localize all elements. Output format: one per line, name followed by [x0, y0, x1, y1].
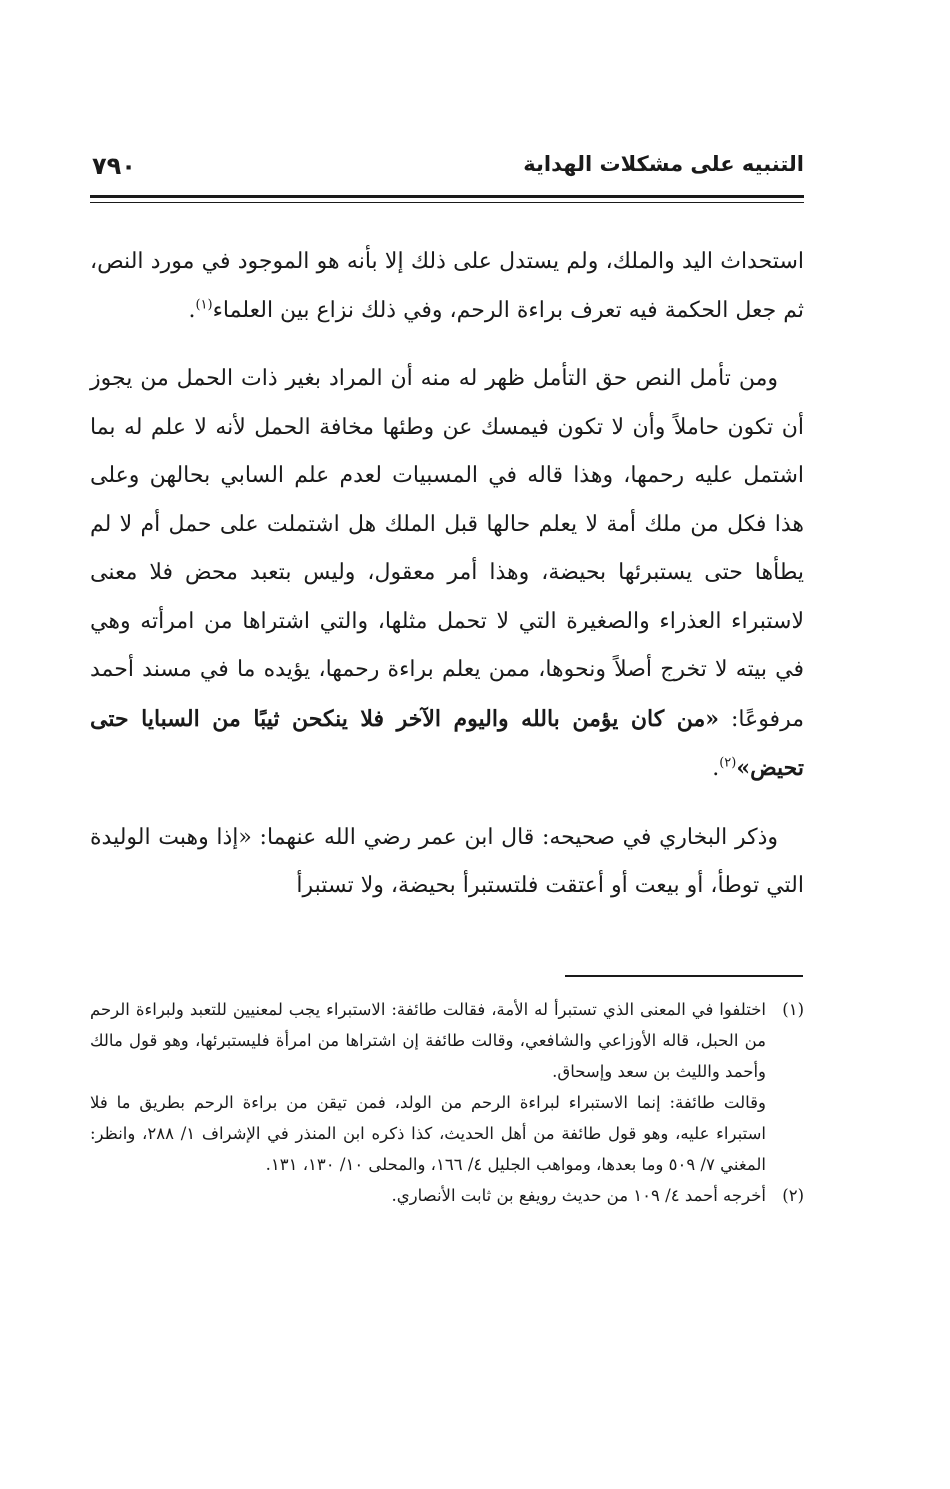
footnote-1 [90, 994, 804, 1180]
footnotes [90, 994, 804, 1211]
running-title: التنبيه على مشكلات الهداية [523, 152, 804, 176]
footnote-1-number: (١) [782, 1000, 804, 1019]
page-header [92, 152, 804, 188]
footnote-ref-2: (٢) [719, 755, 737, 771]
footnote-1-text: اختلفوا في المعنى الذي تستبرأ له الأمة، فقالت طائفة: الاستبراء يجب لمعنيين للتعبد ولبراءة الرحم من الحبل، قاله الأوزاعي والشافعي، وقالت طائفة إن اشتراها من امرأة فليستبرئها، وهو قول مالك وأحمد والليث بن سعد وإسحاق. [90, 1000, 766, 1081]
footnote-1-continuation: وقالت طائفة: إنما الاستبراء لبراءة الرحم من الولد، فمن تيقن من براءة الرحم بطريق ما فلا استبراء عليه، وهو قول طائفة من أهل الحديث، كذا ذكره ابن المنذر في الإشراف ١/ ٢٨٨، وانظر: المغني ٧/ ٥٠٩ وما بعدها، ومواهب الجليل ٤/ ١٦٦، والمحلى ١٠/ ١٣٠، ١٣١. [90, 1093, 766, 1174]
hadith-quote: «من كان يؤمن بالله واليوم الآخر فلا ينكحن ثيبًا من السبايا حتى تحيض» [90, 705, 804, 781]
paragraph-2-end: . [712, 756, 720, 781]
header-rule-thin [90, 202, 804, 203]
paragraph-2-text: ومن تأمل النص حق التأمل ظهر له منه أن المراد بغير ذات الحمل من يجوز أن تكون حاملاً وأن لا تكون فيمسك عن وطئها مخافة الحمل لأنه لا علم له بما اشتمل عليه رحمها، وهذا قاله في المسبيات لعدم علم السابي بحالهن وعلى هذا فكل من ملك أمة لا يعلم حالها قبل الملك هل اشتملت على حمل أم لا لم يطأها حتى يستبرئها بحيضة، وهذا أمر معقول، وليس بتعبد محض فلا معنى لاستبراء العذراء والصغيرة التي لا تحمل مثلها، والتي اشتراها من امرأته وهي في بيته لا تخرج أصلاً ونحوها، ممن يعلم براءة رحمها، يؤيده ما في مسند أحمد مرفوعًا: [90, 366, 804, 732]
footnote-2 [90, 1180, 804, 1211]
header-rule-thick [90, 195, 804, 198]
page-number: ٧٩٠ [92, 152, 136, 180]
footnote-2-number: (٢) [782, 1186, 804, 1205]
paragraph-1 [90, 238, 804, 335]
paragraph-1-end: . [188, 297, 196, 323]
main-text [90, 238, 804, 931]
paragraph-3: وذكر البخاري في صحيحه: قال ابن عمر رضي الله عنهما: «إذا وهبت الوليدة التي توطأ، أو بيعت أو أعتقت فلتستبرأ بحيضة، ولا تستبرأ [90, 824, 804, 898]
paragraph-2 [90, 355, 804, 794]
footnote-separator [565, 975, 803, 977]
footnote-2-text: أخرجه أحمد ٤/ ١٠٩ من حديث رويفع بن ثابت الأنصاري. [391, 1186, 766, 1205]
paragraph-1-text: استحداث اليد والملك، ولم يستدل على ذلك إلا بأنه هو الموجود في مورد النص، ثم جعل الحكمة فيه تعرف براءة الرحم، وفي ذلك نزاع بين العلماء [90, 249, 804, 323]
footnote-ref-1: (١) [195, 297, 213, 313]
